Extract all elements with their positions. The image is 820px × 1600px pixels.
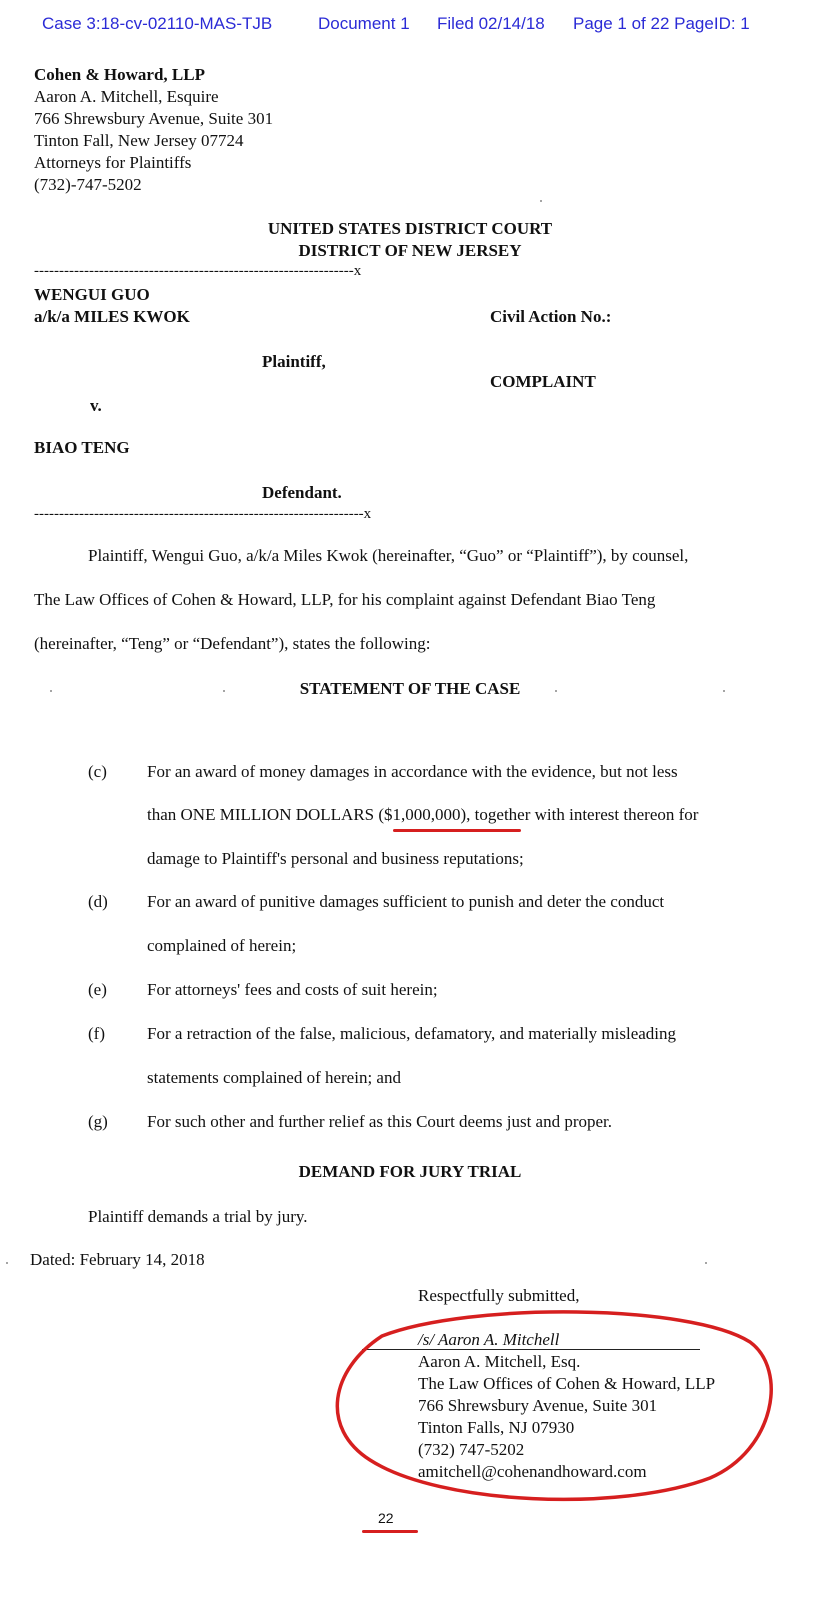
plaintiff-aka: a/k/a MILES KWOK bbox=[34, 307, 190, 326]
signature-line: /s/ Aaron A. Mitchell bbox=[418, 1330, 560, 1349]
defendant-name: BIAO TENG bbox=[34, 438, 130, 457]
intro-line-1: Plaintiff, Wengui Guo, a/k/a Miles Kwok (hereinafter, “Guo” or “Plaintiff”), by counsel, bbox=[88, 546, 689, 565]
item-f-letter: (f) bbox=[88, 1024, 105, 1043]
plaintiff-label: Plaintiff, bbox=[262, 352, 326, 371]
scan-speck bbox=[223, 690, 225, 692]
item-e-letter: (e) bbox=[88, 980, 107, 999]
item-d-line-1: For an award of punitive damages sufficient to punish and deter the conduct bbox=[147, 892, 665, 911]
plaintiff-name: WENGUI GUO bbox=[34, 285, 150, 304]
caption-divider-top: ----------------------------------------------------------------x bbox=[34, 263, 362, 279]
document-number: Document 1 bbox=[318, 14, 410, 33]
scan-speck bbox=[540, 200, 542, 202]
defendant-label: Defendant. bbox=[262, 483, 342, 502]
firm-attorney: Aaron A. Mitchell, Esquire bbox=[34, 87, 219, 106]
court-district: DISTRICT OF NEW JERSEY bbox=[298, 241, 522, 260]
versus: v. bbox=[90, 396, 102, 415]
court-name: UNITED STATES DISTRICT COURT bbox=[267, 219, 553, 238]
scan-speck bbox=[723, 690, 725, 692]
item-g-line-1: For such other and further relief as this Court deems just and proper. bbox=[147, 1112, 613, 1131]
scan-speck bbox=[555, 690, 557, 692]
item-d-line-2: complained of herein; bbox=[147, 936, 297, 955]
item-d-letter: (d) bbox=[88, 892, 108, 911]
filed-date: Filed 02/14/18 bbox=[437, 14, 545, 33]
amount-underline-annotation bbox=[393, 829, 521, 832]
intro-line-3: (hereinafter, “Teng” or “Defendant”), states the following: bbox=[34, 634, 431, 653]
signature-email: amitchell@cohenandhoward.com bbox=[418, 1462, 647, 1481]
firm-phone: (732)-747-5202 bbox=[34, 175, 142, 194]
intro-line-2: The Law Offices of Cohen & Howard, LLP, for his complaint against Defendant Biao Teng bbox=[34, 590, 656, 609]
page-id: Page 1 of 22 PageID: 1 bbox=[573, 14, 750, 33]
item-c-line-3: damage to Plaintiff's personal and business reputations; bbox=[147, 849, 524, 868]
firm-city: Tinton Fall, New Jersey 07724 bbox=[34, 131, 244, 150]
jury-heading: DEMAND FOR JURY TRIAL bbox=[298, 1162, 522, 1181]
scan-speck bbox=[6, 1262, 8, 1264]
signature-street: 766 Shrewsbury Avenue, Suite 301 bbox=[418, 1396, 658, 1415]
page-number-underline-annotation bbox=[362, 1530, 418, 1533]
scan-speck bbox=[705, 1262, 707, 1264]
dated-line: Dated: February 14, 2018 bbox=[30, 1250, 205, 1269]
scan-speck bbox=[50, 690, 52, 692]
case-number: Case 3:18-cv-02110-MAS-TJB bbox=[42, 14, 273, 33]
caption-divider-bottom: ------------------------------------------------------------------x bbox=[34, 506, 372, 522]
signature-firm: The Law Offices of Cohen & Howard, LLP bbox=[418, 1374, 716, 1393]
firm-street: 766 Shrewsbury Avenue, Suite 301 bbox=[34, 109, 274, 128]
firm-name: Cohen & Howard, LLP bbox=[34, 65, 205, 84]
signature-city: Tinton Falls, NJ 07930 bbox=[418, 1418, 575, 1437]
signature-closing: Respectfully submitted, bbox=[418, 1286, 580, 1305]
item-g-letter: (g) bbox=[88, 1112, 108, 1131]
signature-phone: (732) 747-5202 bbox=[418, 1440, 525, 1459]
item-c-line-2: than ONE MILLION DOLLARS ($1,000,000), together with interest thereon for bbox=[147, 805, 699, 824]
statement-heading: STATEMENT OF THE CASE bbox=[299, 679, 521, 698]
signature-circle-annotation bbox=[320, 1300, 780, 1505]
item-c-letter: (c) bbox=[88, 762, 107, 781]
jury-text: Plaintiff demands a trial by jury. bbox=[88, 1207, 308, 1226]
page-number: 22 bbox=[378, 1510, 394, 1526]
signature-name: Aaron A. Mitchell, Esq. bbox=[418, 1352, 581, 1371]
item-f-line-2: statements complained of herein; and bbox=[147, 1068, 401, 1087]
item-e-line-1: For attorneys' fees and costs of suit herein; bbox=[147, 980, 438, 999]
item-c-line-1: For an award of money damages in accordance with the evidence, but not less bbox=[147, 762, 678, 781]
civil-action-label: Civil Action No.: bbox=[490, 307, 612, 326]
item-f-line-1: For a retraction of the false, malicious, defamatory, and materially misleading bbox=[147, 1024, 677, 1043]
firm-role: Attorneys for Plaintiffs bbox=[34, 153, 192, 172]
complaint-title: COMPLAINT bbox=[490, 372, 596, 391]
